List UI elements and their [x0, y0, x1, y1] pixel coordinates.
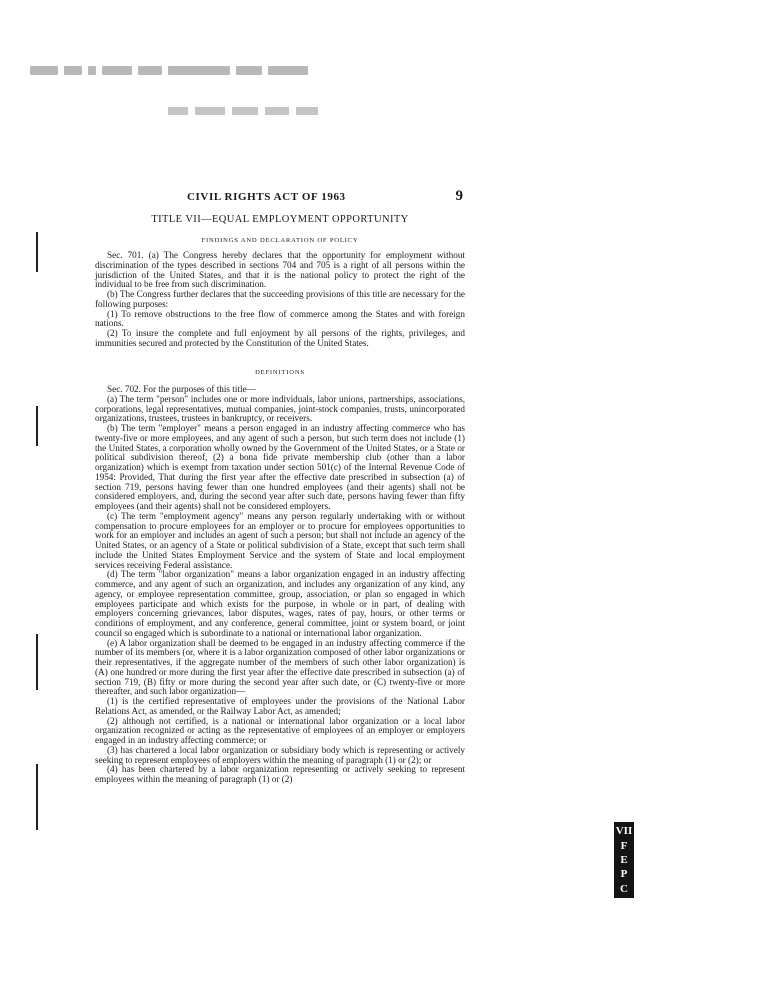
- side-thumb-tab: [614, 822, 634, 898]
- margin-bar: [36, 232, 38, 272]
- paragraph: (c) The term "employment agency" means any person regularly undertaking with or without compensation to procure employees for an employer or to procure for employees opportunities to work for an employer and includes an agent of such a person; but shall not include an agency of the United States, or an agency of a State or political subdivision of a State, except that such term shall include the United States Employment Service and the system of State and local employment services receiving Federal assistance.: [95, 510, 465, 570]
- page-number: 9: [455, 188, 463, 204]
- margin-bar: [36, 634, 38, 690]
- paragraph: Sec. 701. (a) The Congress hereby declares that the opportunity for employment without discrimination of the types described in sections 704 and 705 is a right of all persons within the jurisdiction of the United States, and that it is the national policy to protect the right of the individual to be free from such discrimination.: [95, 250, 465, 290]
- findings-heading: FINDINGS AND DECLARATION OF POLICY: [201, 237, 359, 244]
- paragraph: (1) To remove obstructions to the free flow of commerce among the States and with foreign nations.: [95, 308, 465, 329]
- faint-stamp-sub: [168, 104, 320, 118]
- side-tab-label: VII: [615, 825, 633, 838]
- side-tab-label: F: [620, 839, 628, 852]
- paragraph: (d) The term "labor organization" means a labor organization engaged in an industry affecting commerce, and any agent of such an organization, and includes any organization of any kind, any agency, or employee representation committee, group, association, or plan so engaged in which employees participate and which exists for the purpose, in whole or in part, of dealing with employers concerning grievances, labor disputes, wages, rates of pay, hours, or other terms or conditions of employment, and any conference, general committee, joint or system board, or joint council so engaged which is subordinate to a national or international labor organization.: [95, 569, 465, 638]
- paragraph: (4) has been chartered by a labor organization representing or actively seeking to represent employees within the meaning of paragraph (1) or (2): [95, 764, 465, 784]
- paragraph: (2) To insure the complete and full enjoyment by all persons of the rights, privileges, and immunities secured and protected by the Constitution of the United States.: [95, 328, 465, 348]
- side-tab-label: C: [620, 882, 628, 895]
- page-header: [187, 188, 463, 205]
- paragraph: (b) The Congress further declares that the succeeding provisions of this title are necessary for the following purposes:: [95, 289, 465, 309]
- margin-bar: [36, 764, 38, 830]
- paragraph: Sec. 702. For the purposes of this title—: [107, 384, 256, 394]
- paragraph: (a) The term "person" includes one or more individuals, labor unions, partnerships, associations, corporations, legal representatives, mutual companies, joint-stock companies, trusts, unincorporated organizations, trustees, trustees in bankruptcy, or receivers.: [95, 393, 465, 424]
- paragraph: (2) although not certified, is a national or international labor organization or a local labor organization recognized or acting as the representative of employees of an employer or employers engaged in an industry affecting commerce; or: [95, 715, 465, 745]
- paragraph: (3) has chartered a local labor organization or subsidiary body which is representing or actively seeking to represent employees of employers within the meaning of paragraph (1) or (2); or: [95, 744, 465, 765]
- side-tab-label: E: [620, 853, 628, 866]
- side-tab-label: P: [620, 868, 628, 881]
- running-head: CIVIL RIGHTS ACT OF 1963: [187, 191, 346, 203]
- page-title: TITLE VII—EQUAL EMPLOYMENT OPPORTUNITY: [151, 214, 409, 225]
- findings-block: [95, 251, 465, 349]
- paragraph: (b) The term "employer" means a person engaged in an industry affecting commerce who has twenty-five or more employees, and any agent of such a person, but such term does not include (1) the United States, a corporation wholly owned by the Government of the United States, or a State or political subdivision thereof, (2) a bona fide private membership club (other than a labor organization) which is exempt from taxation under section 501(c) of the Internal Revenue Code of 1954: Provided, That during the first year after the effective date prescribed in subsection (a) of section 719, persons having fewer than one hundred employees (and their agents) shall not be considered employers, and, during the second year after such date, persons having fewer than fifty employees (and their agents) shall not be considered employers.: [95, 423, 465, 511]
- paragraph: (1) is the certified representative of employees under the provisions of the National Labor Relations Act, as amended, or the Railway Labor Act, as amended;: [95, 696, 465, 716]
- definitions-heading: DEFINITIONS: [255, 369, 305, 376]
- margin-bar: [36, 406, 38, 446]
- definitions-block: [95, 385, 465, 785]
- faint-stamp-top: [30, 62, 330, 78]
- paragraph: (e) A labor organization shall be deemed to be engaged in an industry affecting commerce if the number of its members (or, where it is a labor organization composed of other labor organizations or their representatives, if the aggregate number of the members of such other labor organization) is (A) one hundred or more during the first year after the effective date prescribed in subsection (a) of section 719, (B) fifty or more during the second year after such date, or (C) twenty-five or more thereafter, and such labor organization—: [95, 637, 465, 697]
